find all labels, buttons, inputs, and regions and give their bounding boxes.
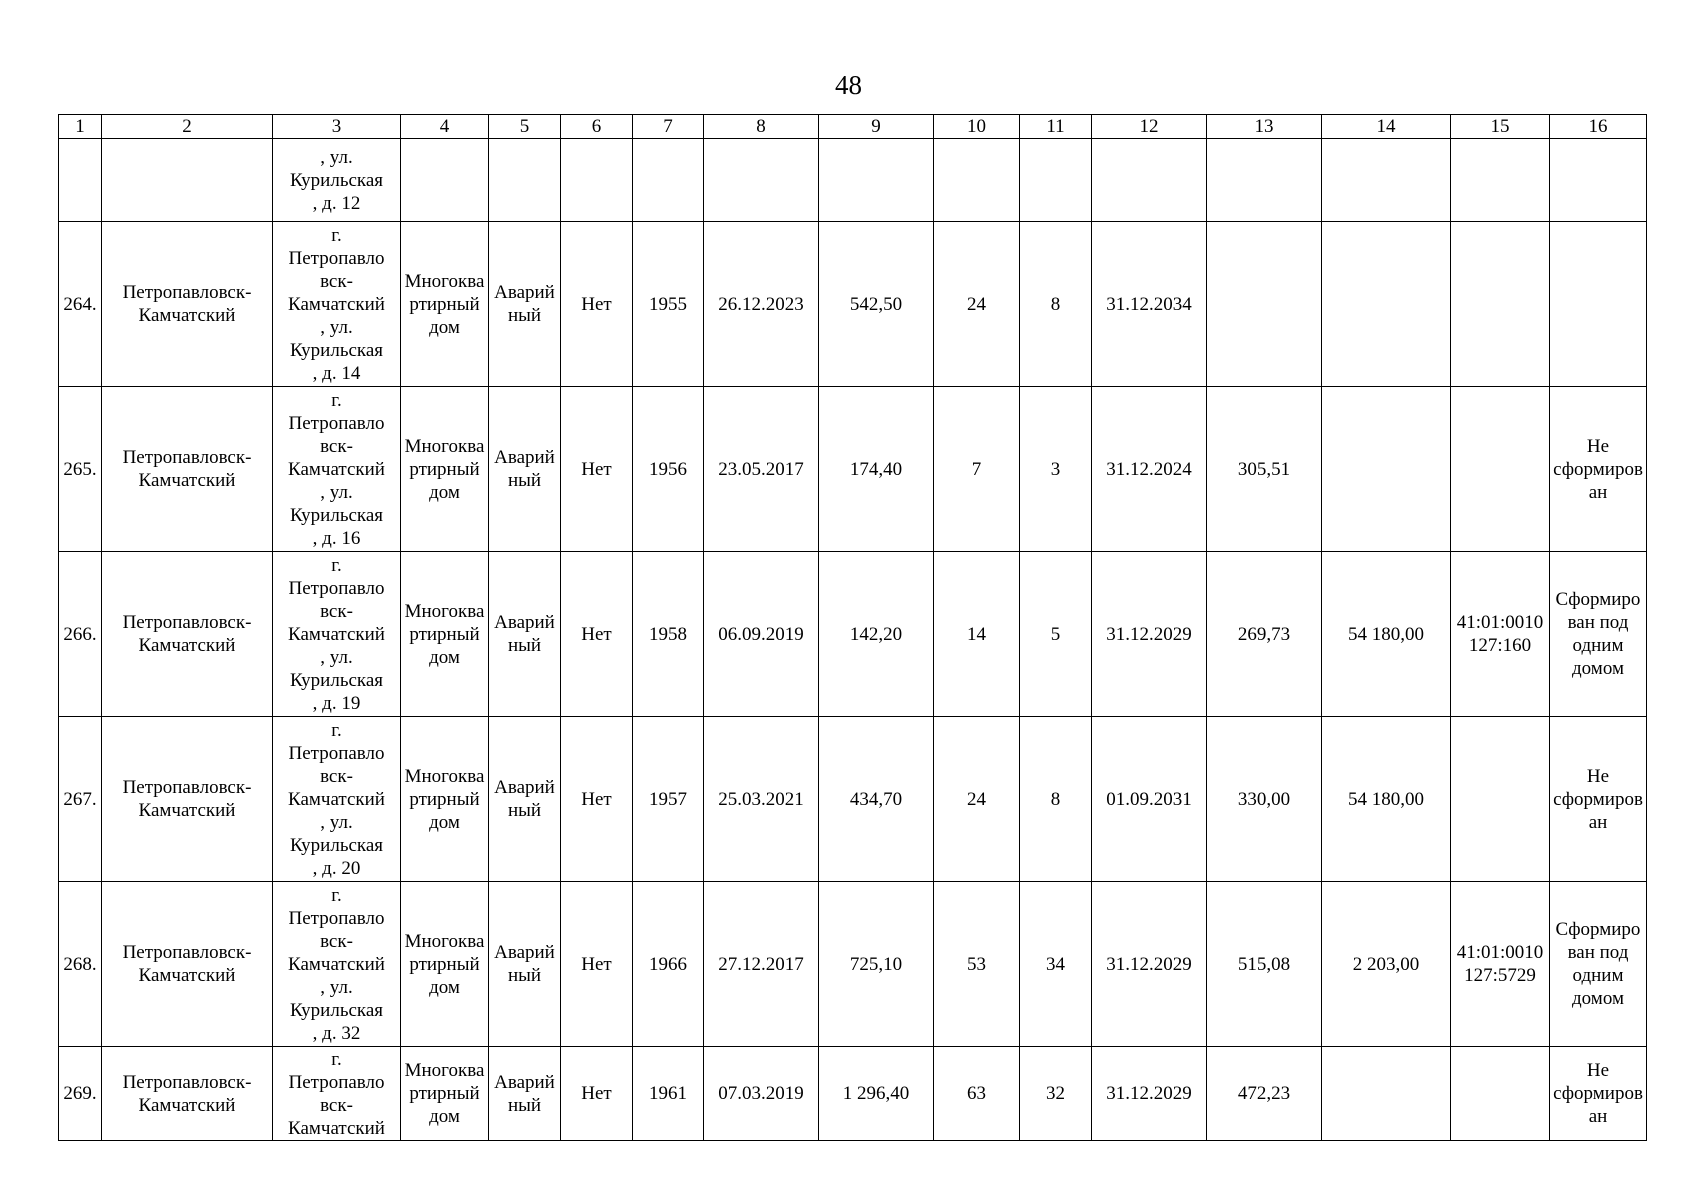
cadastral-number-cell: 41:01:0010 127:5729 (1451, 882, 1550, 1047)
table-row (59, 139, 1647, 222)
column-header: 12 (1092, 115, 1207, 139)
building-type-cell (401, 139, 489, 222)
year-cell: 1957 (633, 717, 704, 882)
column-header: 1 (59, 115, 102, 139)
table-row (59, 717, 1647, 882)
locality-cell: Петропавловск- Камчатский (102, 717, 273, 882)
address-cell: г. Петропавло вск- Камчатский , ул. Курильская , д. 20 (273, 717, 401, 882)
address-cell: , ул. Курильская , д. 12 (273, 139, 401, 222)
area-cell: 725,10 (819, 882, 934, 1047)
housing-register-table (58, 114, 1647, 1141)
area-cell (819, 139, 934, 222)
column-header: 14 (1322, 115, 1451, 139)
column-11-cell: 8 (1020, 222, 1092, 387)
flag-cell: Нет (561, 552, 633, 717)
recognition-date-cell: 06.09.2019 (704, 552, 819, 717)
column-10-cell: 24 (934, 222, 1020, 387)
column-11-cell: 8 (1020, 717, 1092, 882)
cadastral-number-cell (1451, 139, 1550, 222)
land-status-cell: Не сформиров ан (1550, 1047, 1647, 1141)
recognition-date-cell: 07.03.2019 (704, 1047, 819, 1141)
column-header: 6 (561, 115, 633, 139)
column-14-cell (1322, 1047, 1451, 1141)
year-cell: 1955 (633, 222, 704, 387)
condition-cell: Аварий ный (489, 552, 561, 717)
table-body (59, 139, 1647, 1141)
land-status-cell (1550, 139, 1647, 222)
row-number-cell: 269. (59, 1047, 102, 1141)
deadline-cell: 31.12.2034 (1092, 222, 1207, 387)
column-10-cell: 24 (934, 717, 1020, 882)
column-header: 15 (1451, 115, 1550, 139)
building-type-cell: Многоква ртирный дом (401, 387, 489, 552)
land-status-cell: Сформиро ван под одним домом (1550, 882, 1647, 1047)
column-header: 5 (489, 115, 561, 139)
land-status-cell (1550, 222, 1647, 387)
column-14-cell (1322, 387, 1451, 552)
deadline-cell: 31.12.2029 (1092, 552, 1207, 717)
column-10-cell: 53 (934, 882, 1020, 1047)
page-number: 48 (835, 70, 862, 100)
table-row (59, 387, 1647, 552)
column-header: 16 (1550, 115, 1647, 139)
column-10-cell: 7 (934, 387, 1020, 552)
recognition-date-cell (704, 139, 819, 222)
building-type-cell: Многоква ртирный дом (401, 552, 489, 717)
column-14-cell: 54 180,00 (1322, 552, 1451, 717)
year-cell: 1958 (633, 552, 704, 717)
land-status-cell: Не сформиров ан (1550, 717, 1647, 882)
column-13-cell: 305,51 (1207, 387, 1322, 552)
address-cell: г. Петропавло вск- Камчатский , ул. Курильская , д. 16 (273, 387, 401, 552)
locality-cell: Петропавловск- Камчатский (102, 222, 273, 387)
building-type-cell: Многоква ртирный дом (401, 1047, 489, 1141)
year-cell: 1956 (633, 387, 704, 552)
deadline-cell (1092, 139, 1207, 222)
column-header: 2 (102, 115, 273, 139)
land-status-cell: Не сформиров ан (1550, 387, 1647, 552)
column-header: 8 (704, 115, 819, 139)
address-cell: г. Петропавло вск- Камчатский , ул. Курильская , д. 19 (273, 552, 401, 717)
column-header: 9 (819, 115, 934, 139)
column-13-cell: 515,08 (1207, 882, 1322, 1047)
column-13-cell: 269,73 (1207, 552, 1322, 717)
area-cell: 542,50 (819, 222, 934, 387)
column-11-cell: 32 (1020, 1047, 1092, 1141)
condition-cell: Аварий ный (489, 387, 561, 552)
condition-cell (489, 139, 561, 222)
building-type-cell: Многоква ртирный дом (401, 882, 489, 1047)
land-status-cell: Сформиро ван под одним домом (1550, 552, 1647, 717)
column-10-cell: 63 (934, 1047, 1020, 1141)
building-type-cell: Многоква ртирный дом (401, 222, 489, 387)
row-number-cell (59, 139, 102, 222)
column-13-cell (1207, 222, 1322, 387)
address-cell: г. Петропавло вск- Камчатский , ул. Курильская , д. 32 (273, 882, 401, 1047)
table-row (59, 882, 1647, 1047)
flag-cell (561, 139, 633, 222)
cadastral-number-cell (1451, 222, 1550, 387)
building-type-cell: Многоква ртирный дом (401, 717, 489, 882)
column-14-cell (1322, 139, 1451, 222)
condition-cell: Аварий ный (489, 717, 561, 882)
deadline-cell: 31.12.2029 (1092, 882, 1207, 1047)
column-13-cell: 472,23 (1207, 1047, 1322, 1141)
locality-cell: Петропавловск- Камчатский (102, 882, 273, 1047)
area-cell: 174,40 (819, 387, 934, 552)
column-11-cell: 5 (1020, 552, 1092, 717)
row-number-cell: 266. (59, 552, 102, 717)
flag-cell: Нет (561, 1047, 633, 1141)
recognition-date-cell: 25.03.2021 (704, 717, 819, 882)
recognition-date-cell: 26.12.2023 (704, 222, 819, 387)
locality-cell: Петропавловск- Камчатский (102, 1047, 273, 1141)
table-row (59, 222, 1647, 387)
area-cell: 434,70 (819, 717, 934, 882)
column-13-cell: 330,00 (1207, 717, 1322, 882)
deadline-cell: 01.09.2031 (1092, 717, 1207, 882)
column-header: 3 (273, 115, 401, 139)
column-14-cell (1322, 222, 1451, 387)
column-10-cell (934, 139, 1020, 222)
locality-cell (102, 139, 273, 222)
column-header: 13 (1207, 115, 1322, 139)
year-cell (633, 139, 704, 222)
column-13-cell (1207, 139, 1322, 222)
condition-cell: Аварий ный (489, 1047, 561, 1141)
column-header: 4 (401, 115, 489, 139)
address-cell: г. Петропавло вск- Камчатский , ул. Курильская , д. 14 (273, 222, 401, 387)
column-header: 7 (633, 115, 704, 139)
year-cell: 1966 (633, 882, 704, 1047)
flag-cell: Нет (561, 882, 633, 1047)
flag-cell: Нет (561, 717, 633, 882)
locality-cell: Петропавловск- Камчатский (102, 552, 273, 717)
column-11-cell: 3 (1020, 387, 1092, 552)
row-number-cell: 265. (59, 387, 102, 552)
deadline-cell: 31.12.2029 (1092, 1047, 1207, 1141)
cadastral-number-cell (1451, 1047, 1550, 1141)
address-cell: г. Петропавло вск- Камчатский (273, 1047, 401, 1141)
column-11-cell (1020, 139, 1092, 222)
year-cell: 1961 (633, 1047, 704, 1141)
column-10-cell: 14 (934, 552, 1020, 717)
cadastral-number-cell: 41:01:0010 127:160 (1451, 552, 1550, 717)
row-number-cell: 264. (59, 222, 102, 387)
flag-cell: Нет (561, 222, 633, 387)
table-row (59, 552, 1647, 717)
condition-cell: Аварий ный (489, 882, 561, 1047)
flag-cell: Нет (561, 387, 633, 552)
header-row (59, 115, 1647, 139)
column-14-cell: 2 203,00 (1322, 882, 1451, 1047)
column-11-cell: 34 (1020, 882, 1092, 1047)
recognition-date-cell: 27.12.2017 (704, 882, 819, 1047)
locality-cell: Петропавловск- Камчатский (102, 387, 273, 552)
condition-cell: Аварий ный (489, 222, 561, 387)
row-number-cell: 267. (59, 717, 102, 882)
column-header: 10 (934, 115, 1020, 139)
area-cell: 142,20 (819, 552, 934, 717)
table-row (59, 1047, 1647, 1141)
cadastral-number-cell (1451, 717, 1550, 882)
area-cell: 1 296,40 (819, 1047, 934, 1141)
column-header: 11 (1020, 115, 1092, 139)
row-number-cell: 268. (59, 882, 102, 1047)
cadastral-number-cell (1451, 387, 1550, 552)
column-14-cell: 54 180,00 (1322, 717, 1451, 882)
deadline-cell: 31.12.2024 (1092, 387, 1207, 552)
recognition-date-cell: 23.05.2017 (704, 387, 819, 552)
